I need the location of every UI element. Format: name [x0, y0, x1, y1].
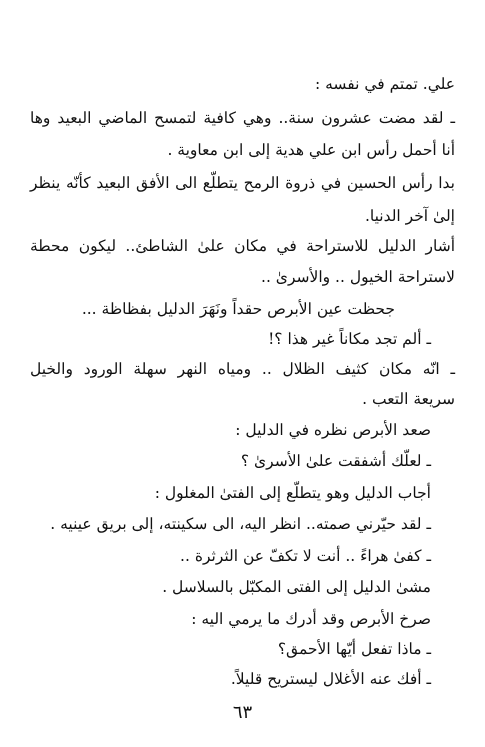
- text-line-13: ـ لعلّك أشفقت علىٰ الأسرىٰ ؟: [240, 452, 431, 470]
- text-line-20: ـ أفك عنه الأغلال ليستريح قليلاً.: [230, 670, 431, 688]
- text-line-10: ـ انّه مكان كثيف الظلال .. ومياه النهر سهلة الورود والخيل: [30, 360, 455, 378]
- text-line-9: ـ ألم تجد مكاناً غير هذا ؟!: [268, 330, 431, 348]
- text-line-15: ـ لقد حيّرني صمته.. انظر اليه، الى سكينته، إلى بريق عينيه .: [50, 515, 431, 533]
- text-line-3: أنا أحمل رأس ابن علي هدية إلى ابن معاوية .: [167, 141, 455, 159]
- text-line-14: أجاب الدليل وهو يتطلّع إلى الفتىٰ المغلول :: [154, 484, 431, 502]
- text-line-19: ـ ماذا تفعل أيّها الأحمق؟: [277, 640, 431, 658]
- text-line-17: مشىٰ الدليل إلى الفتى المكبّل بالسلاسل .: [162, 578, 431, 596]
- text-line-8: جحظت عين الأبرص حقداً ونَهَرَ الدليل بفظاظة ...: [81, 300, 395, 318]
- text-line-11: سريعة التعب .: [362, 390, 455, 408]
- text-line-12: صعد الأبرص نظره في الدليل :: [235, 421, 431, 439]
- text-line-4: بدا رأس الحسين في ذروة الرمح يتطلّع الى الأفق البعيد كأنّه ينظر: [30, 174, 455, 192]
- page-number: ٦٣: [232, 702, 253, 723]
- text-line-5: إلىٰ آخر الدنيا.: [364, 207, 455, 225]
- text-line-1: علي. تمتم في نفسه :: [314, 75, 455, 93]
- text-line-16: ـ كفىٰ هراءً .. أنت لا تكفّ عن الثرثرة ..: [180, 547, 431, 565]
- text-line-6: أشار الدليل للاستراحة في مكان علىٰ الشاطئ.. ليكون محطة: [30, 237, 455, 255]
- text-line-18: صرخ الأبرص وقد أدرك ما يرمي اليه :: [191, 610, 431, 628]
- text-line-2: ـ لقد مضت عشرون سنة.. وهي كافية لتمسح الماضي البعيد وها: [30, 109, 455, 127]
- text-line-7: لاستراحة الخيول .. والأسرىٰ ..: [261, 268, 455, 286]
